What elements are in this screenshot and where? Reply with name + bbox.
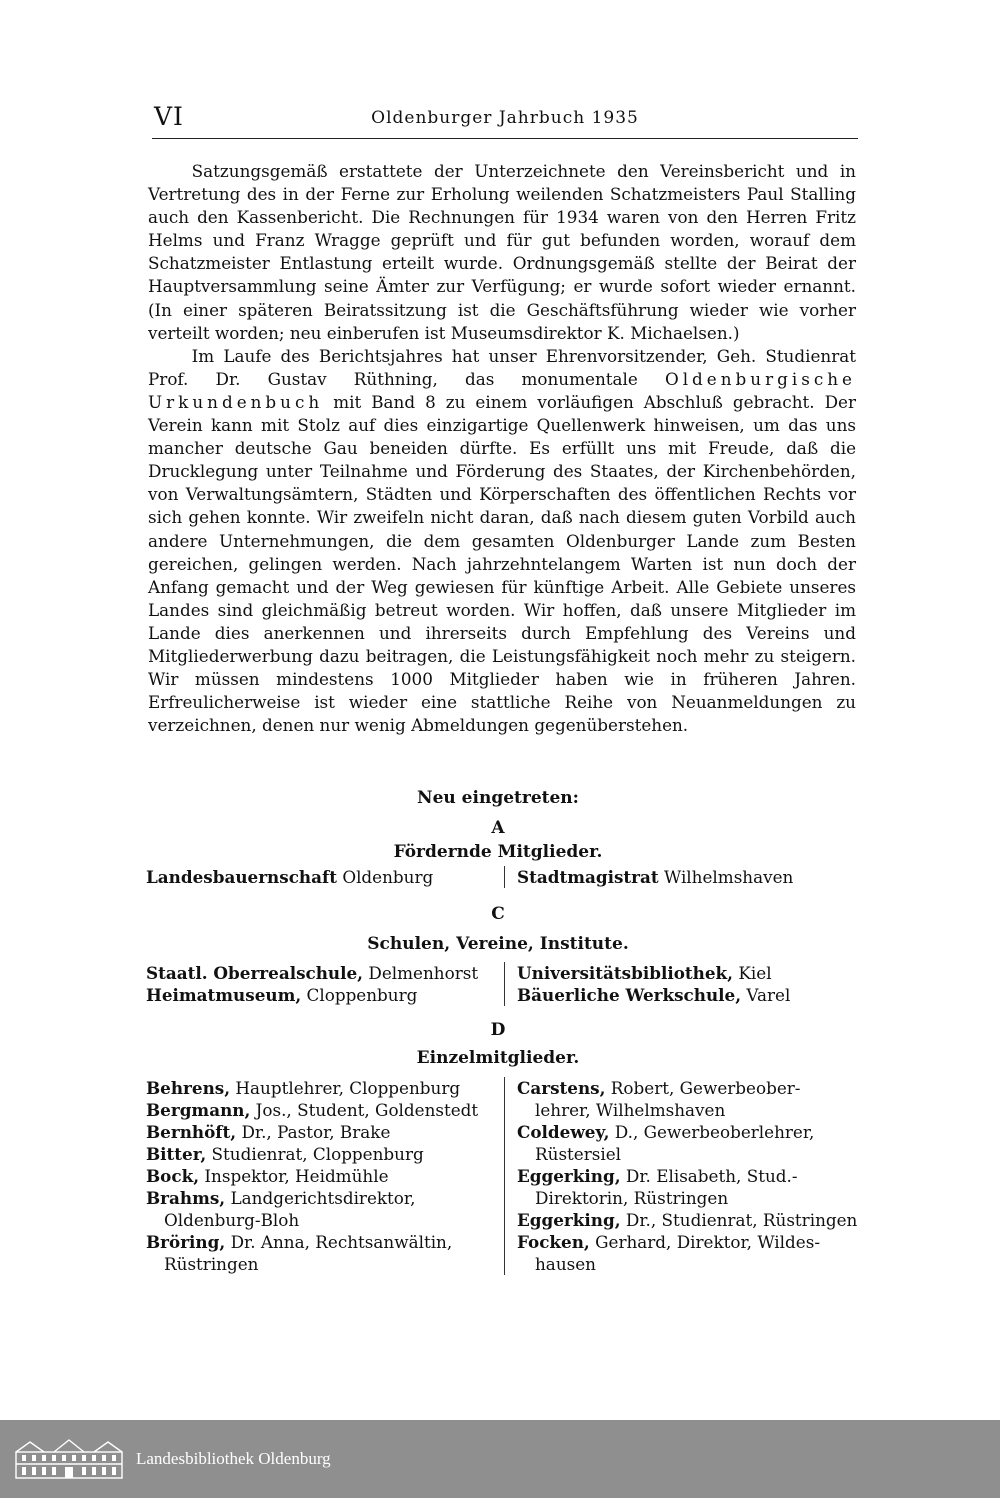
member-entry (517, 1231, 860, 1275)
member-entry (146, 1231, 494, 1275)
member-entry (517, 984, 860, 1006)
page-header (152, 102, 858, 139)
member-entry (517, 962, 860, 984)
member-details: Wilhelmshaven (663, 867, 794, 887)
library-footer-bar (0, 1420, 1000, 1498)
paragraph-2-before: Im Laufe des Berichtsjahres hat unser Ehrenvorsitzender, Geh. Studienrat Prof. Dr. Gustav Rüthning, das monumentale (148, 345, 856, 389)
member-name: Brahms, (146, 1188, 226, 1208)
member-name: Bock, (146, 1166, 200, 1186)
member-details: D., Gewerbeoberlehrer, (614, 1122, 815, 1142)
member-details: Studienrat, Cloppenburg (211, 1144, 424, 1164)
member-entry (517, 1165, 860, 1209)
member-entry (146, 962, 494, 984)
member-details: Dr., Pastor, Brake (241, 1122, 391, 1142)
paragraph-2 (148, 345, 856, 738)
section-d-right-column (505, 1077, 860, 1275)
member-details: Hauptlehrer, Cloppenburg (235, 1078, 461, 1098)
member-entry (146, 1143, 494, 1165)
paragraph-2-spaced-title: Oldenburgische Urkundenbuch (148, 368, 856, 412)
section-c-letter: C (491, 904, 505, 924)
member-entry (146, 1077, 494, 1099)
member-entry (517, 1121, 860, 1165)
member-name: Stadtmagistrat (517, 867, 659, 887)
member-entry (517, 866, 860, 888)
member-name: Carstens, (517, 1078, 606, 1098)
member-details: Oldenburg (342, 867, 434, 887)
member-details-continued: Rüstringen (164, 1254, 259, 1274)
member-details: Delmenhorst (368, 963, 479, 983)
section-c-columns (146, 962, 860, 1006)
member-details-continued: Oldenburg-Bloh (164, 1210, 300, 1230)
member-name: Bäuerliche Werkschule, (517, 985, 742, 1005)
paragraph-2-after: mit Band 8 zu einem vorläufigen Abschluß gebracht. Der Verein kann mit Stolz auf dies einzigartige Quellenwerk hinweisen, um das uns mancher deutsche Gau beneiden dürfte. Es erfüllt uns mit Freude, daß die Drucklegung unter Teilnahme und Förderung des Staates, der Kirchenbehörden, von Verwaltungsämtern, Städten und Körperschaften des öffentlichen Rechts vor sich gehen konnte. Wir zweifeln nicht daran, daß nach diesem guten Vorbild auch andere Unternehmungen, die dem gesamten Oldenburger Lande zum Besten gereichen, gelingen werden. Nach jahrzehntelangem Warten ist nun doch der Anfang gemacht und der Weg gewiesen für künftige Arbeit. Alle Gebiete unseres Landes sind gleichmäßig betreut worden. Wir hoffen, daß unsere Mitglieder im Lande dies anerkennen und ihrerseits durch Empfehlung des Vereins und Mitgliederwerbung dazu beitragen, die Leistungsfähigkeit noch mehr zu steigern. Wir müssen mindestens 1000 Mitglieder haben wie in früheren Jahren. Erfreulicherweise ist wieder eine stattliche Reihe von Neuanmeldungen zu verzeichnen, denen nur wenig Abmeldungen gegenüberstehen. (148, 391, 856, 736)
section-d-title: Einzelmitglieder. (416, 1048, 580, 1068)
section-a-letter: A (491, 818, 505, 838)
section-d-left-column (146, 1077, 505, 1275)
member-details: Varel (746, 985, 791, 1005)
member-name: Behrens, (146, 1078, 231, 1098)
member-details: Gerhard, Direktor, Wildes- (595, 1232, 820, 1252)
member-details-continued: lehrer, Wilhelmshaven (535, 1100, 726, 1120)
member-name: Eggerking, (517, 1210, 621, 1230)
member-entry (146, 1187, 494, 1231)
member-details-continued: Rüstersiel (535, 1144, 622, 1164)
member-details: Landgerichtsdirektor, (230, 1188, 416, 1208)
member-details: Robert, Gewerbeober- (610, 1078, 801, 1098)
section-d-columns (146, 1077, 860, 1275)
section-c-title: Schulen, Vereine, Institute. (367, 934, 629, 954)
section-a-title: Fördernde Mitglieder. (393, 842, 603, 862)
member-details-continued: Direktorin, Rüstringen (535, 1188, 729, 1208)
report-text (148, 160, 856, 737)
member-details: Dr. Anna, Rechtsanwältin, (230, 1232, 453, 1252)
member-details: Jos., Student, Goldenstedt (255, 1100, 479, 1120)
member-entry (146, 1099, 494, 1121)
section-a-columns (146, 866, 860, 888)
member-entry (146, 866, 494, 888)
member-details: Cloppenburg (306, 985, 418, 1005)
section-c-left-column (146, 962, 505, 1006)
member-name: Coldewey, (517, 1122, 610, 1142)
member-name: Bergmann, (146, 1100, 251, 1120)
member-name: Eggerking, (517, 1166, 621, 1186)
library-name: Landesbibliothek Oldenburg (136, 1449, 331, 1468)
section-c-right-column (505, 962, 860, 1006)
member-name: Bitter, (146, 1144, 207, 1164)
member-name: Focken, (517, 1232, 590, 1252)
library-building-icon (14, 1438, 124, 1480)
member-details: Inspektor, Heidmühle (204, 1166, 389, 1186)
new-members-heading: Neu eingetreten: (417, 788, 579, 808)
page-number: VI (154, 102, 184, 131)
section-a-right-column (504, 866, 860, 888)
member-details: Dr. Elisabeth, Stud.- (625, 1166, 798, 1186)
member-entry (146, 984, 494, 1006)
member-details: Dr., Studienrat, Rüstringen (625, 1210, 858, 1230)
member-details: Kiel (738, 963, 772, 983)
member-name: Bröring, (146, 1232, 226, 1252)
member-entry (146, 1121, 494, 1143)
member-name: Universitätsbibliothek, (517, 963, 734, 983)
member-name: Staatl. Oberrealschule, (146, 963, 364, 983)
member-name: Landesbauernschaft (146, 867, 337, 887)
paragraph-1: Satzungsgemäß erstattete der Unterzeichnete den Vereinsbericht und in Vertretung des in der Ferne zur Erholung weilenden Schatzmeisters Paul Stalling auch den Kassenbericht. Die Rechnungen für 1934 waren von den Herren Fritz Helms und Franz Wragge geprüft und für gut befunden worden, worauf dem Schatzmeister Entlastung erteilt wurde. Ordnungsgemäß stellte der Beirat der Hauptversammlung seine Ämter zur Verfügung; er wurde sofort wieder ernannt. (In einer späteren Beiratssitzung ist die Geschäftsführung wieder wie vorher verteilt worden; neu einberufen ist Museumsdirektor K. Michaelsen.) (148, 161, 856, 343)
member-entry (517, 1077, 860, 1121)
member-entry (517, 1209, 860, 1231)
running-title: Oldenburger Jahrbuch 1935 (371, 108, 639, 128)
member-name: Bernhöft, (146, 1122, 237, 1142)
section-d-letter: D (490, 1020, 506, 1040)
member-entry (146, 1165, 494, 1187)
member-name: Heimatmuseum, (146, 985, 302, 1005)
member-details-continued: hausen (535, 1254, 596, 1274)
section-a-left-column (146, 866, 504, 888)
